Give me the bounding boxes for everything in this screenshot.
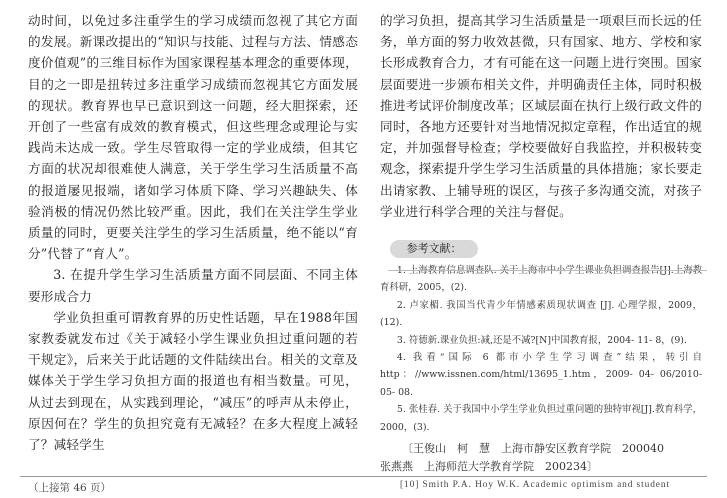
left-paragraph-1: 动时间，以免过多注重学生的学习成绩而忽视了其它方面的发展。新课改提出的“知识与技能、过程与方法、情感态度价值观”的三维目标作为国家课程基本理念的重要体现，目的之一即是扭转过多注重学习成绩而忽视其它方面发展的现状。教育界也早已意识到这一问题，经大胆探索，还开创了一些富有成效的教育模式，但这些理念或理论与实践尚未达成一致。学生尽管取得一定的学业成绩，但其它方面的状况却很难使人满意，关于学生学习生活质量不高的报道屡见报端，诸如学习体质下降、学习兴趣缺失、体验消极的情况仍然比较严重。因此，我们在关注学生学业质量的同时，更要关注学生的学习生活质量，绝不能以“育分”代替了“育人”。 [28,13,358,262]
footer-reference: [10] Smith P.A. Hoy W.K. Academic optimism and student [400,480,670,490]
right-paragraph-1: 的学习负担，提高其学习生活质量是一项艰巨而长远的任务，单方面的努力收效甚微，只有国家、地方、学校和家长形成教育合力，才有可能在这一问题上进行突围。国家层面要进一步颁布相关文件，并明确责任主体，同时积极推进考试评价制度改革；区域层面在执行上级行政文件的同时，各地方还要针对当地情况拟定章程，作出适宜的规定，并加强督导检查；学校要做好自我监控，并积极转变观念，探索提升学生学习生活质量的具体措施；家长要走出请家教、上辅导班的误区，与孩子多沟通交流，对孩子学业进行科学合理的关注与督促。 [380,13,702,219]
left-column [28,10,358,455]
author-affiliation-1: 〔王俊山 柯 慧 上海市静安区教育学院 200040 [402,442,664,456]
footer-divider [20,476,707,477]
right-column [380,10,702,476]
reference-item: 1. 上海教育信息调查队. 关于上海市中小学生课业负担调查报告[J].上海教育科研，2005，(2). [380,265,702,294]
continued-from-note: （上接第 46 页） [28,482,112,494]
reference-item: 2. 卢家楣. 我国当代青少年情感素质现状调查 [J]. 心理学报，2009，(12). [380,299,702,329]
author-affiliation-2: 张燕燕 上海师范大学教育学院 200234〕 [380,460,598,474]
left-paragraph-2: 学业负担重可谓教育界的历史性话题，早在1988年国家教委就发布过《关于减轻小学生课业负担过重问题的若干规定》，后来关于此话题的文件陆续出台。相关的文章及媒体关于学生学习负担方面的报道也有相当数量。可见，从过去到现在，从实践到理论，“减压”的呼声从未停止，原因何在？学生的负担究竟有无减轻？在多大程度上减轻了？减轻学生 [28,309,358,453]
reference-item: 3. 符德新.课业负担:减,还是不减?[N]中国教育报，2004- 11- 8，(9). [396,334,687,346]
references-list [380,262,702,436]
reference-item: 4. 我看“国际 6 都市小学生学习调查”结果，转引自 http：//www.issnen.com/html/13695_1.htm，2009- 04- 06/2010- 05- 08. [380,352,702,398]
references-divider [388,270,707,271]
reference-item: 5. 张桂春. 关于我国中小学生学业负担过重问题的独特审视[J].教育科学，2000，(3). [380,404,702,433]
section-heading-3: 3. 在提升学生学习生活质量方面不同层面、不同主体要形成合力 [28,267,358,304]
references-header: 参考文献： [390,240,478,258]
